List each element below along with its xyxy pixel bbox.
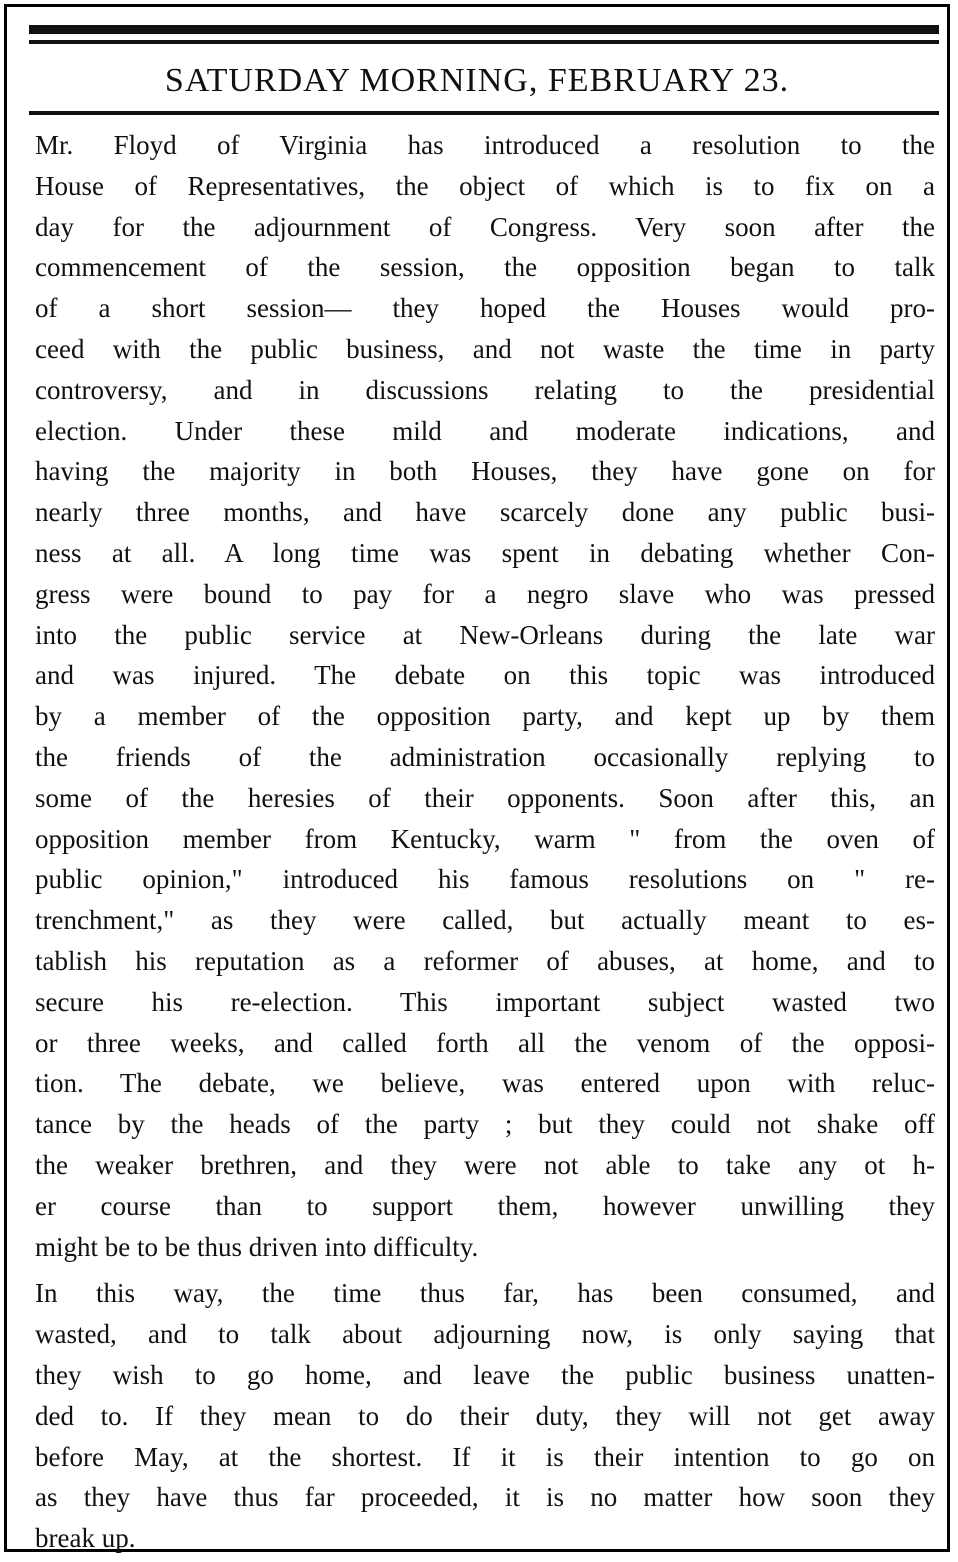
dateline-rule — [29, 111, 939, 115]
text-line: election. Under these mild and moderate indications, and — [35, 415, 935, 446]
text-line: House of Representatives, the object of which is to fix on a — [35, 170, 935, 201]
text-line: as they have thus far proceeded, it is no matter how soon they — [35, 1482, 935, 1513]
text-line: Mr. Floyd of Virginia has introduced a resolution to the — [35, 130, 935, 160]
text-line: the weaker brethren, and they were not able to take any ot h- — [35, 1149, 935, 1180]
text-line: commencement of the session, the opposition began to talk — [35, 252, 935, 283]
text-line: controversy, and in discussions relating to the presidential — [35, 374, 935, 405]
text-line: ness at all. A long time was spent in debating whether Con- — [35, 537, 935, 568]
text-line: having the majority in both Houses, they have gone on for — [35, 456, 935, 487]
text-line: break up. — [35, 1523, 136, 1554]
text-line: tance by the heads of the party ; but they could not shake off — [35, 1109, 935, 1140]
dateline: SATURDAY MORNING, FEBRUARY 23. — [164, 62, 790, 99]
text-line: some of the heresies of their opponents. Soon after this, an — [35, 782, 935, 813]
text-line: ded to. If they mean to do their duty, they will not get away — [35, 1400, 935, 1431]
text-line: trenchment," as they were called, but actually meant to es- — [35, 905, 935, 936]
masthead-rule-thick — [29, 25, 939, 34]
text-line: tion. The debate, we believe, was entered upon with reluc- — [35, 1068, 935, 1099]
text-line: nearly three months, and have scarcely done any public busi- — [35, 497, 935, 528]
masthead-rule-thin — [29, 40, 939, 44]
text-line: of a short session— they hoped the Houses would pro- — [35, 293, 935, 324]
text-line: into the public service at New-Orleans during the late war — [35, 619, 935, 650]
text-line: er course than to support them, however unwilling they — [35, 1190, 935, 1221]
text-line: they wish to go home, and leave the public business unatten- — [35, 1359, 935, 1390]
text-line: tablish his reputation as a reformer of abuses, at home, and to — [35, 945, 935, 976]
text-line: and was injured. The debate on this topic was introduced — [35, 660, 935, 691]
text-line: opposition member from Kentucky, warm " from the oven of — [35, 823, 935, 854]
paragraph-1 — [35, 125, 935, 1267]
paragraph-2 — [35, 1273, 935, 1559]
text-line: secure his re-election. This important subject wasted two — [35, 986, 935, 1017]
text-line: or three weeks, and called forth all the venom of the opposi- — [35, 1027, 935, 1058]
text-line: day for the adjournment of Congress. Very soon after the — [35, 211, 935, 242]
newspaper-clipping — [4, 4, 950, 1552]
text-line: by a member of the opposition party, and kept up by them — [35, 701, 935, 732]
text-line: In this way, the time thus far, has been consumed, and — [35, 1278, 935, 1309]
text-line: wasted, and to talk about adjourning now, is only saying that — [35, 1319, 935, 1350]
text-line: ceed with the public business, and not waste the time in party — [35, 333, 935, 364]
article-body — [35, 125, 935, 1559]
text-line: public opinion," introduced his famous resolutions on " re- — [35, 864, 935, 895]
text-line: might be to be thus driven into difficulty. — [35, 1231, 479, 1262]
text-line: before May, at the shortest. If it is their intention to go on — [35, 1441, 935, 1472]
text-line: gress were bound to pay for a negro slave who was pressed — [35, 578, 935, 609]
text-line: the friends of the administration occasionally replying to — [35, 741, 935, 772]
